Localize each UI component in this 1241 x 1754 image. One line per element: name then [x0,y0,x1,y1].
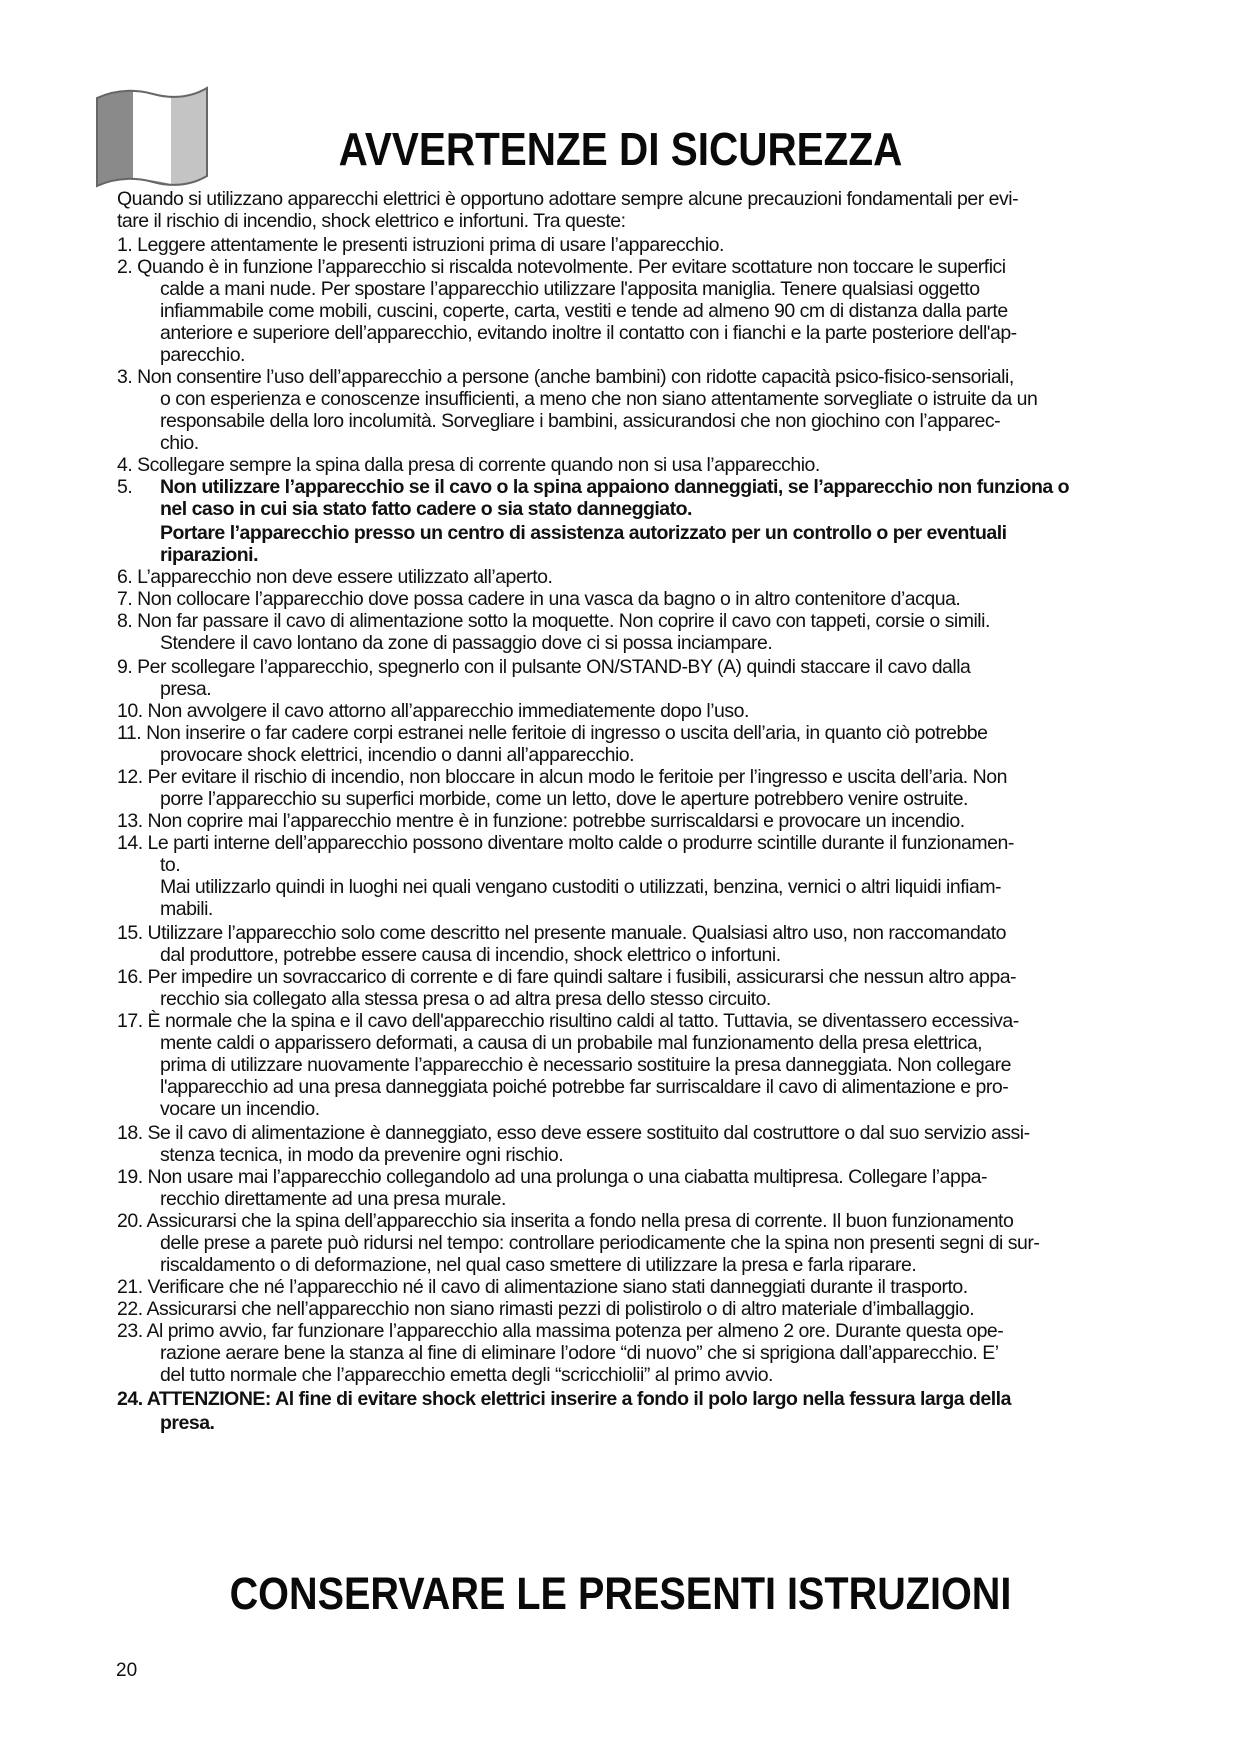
item-14-line: to. [160,854,181,876]
item-10-line: 10. Non avvolgere il cavo attorno all’apparecchio immediatemente dopo l’uso. [117,700,749,722]
item-16-line: recchio sia collegato alla stessa presa o ad altra presa dello stesso circuito. [160,988,771,1010]
item-6-line: 6. L’apparecchio non deve essere utilizzato all’aperto. [117,566,553,588]
item-19-line: recchio direttamente ad una presa murale. [160,1188,506,1210]
item-2-line: 2. Quando è in funzione l’apparecchio si riscalda notevolmente. Per evitare scottature non toccare le superfici [117,256,1006,278]
item-15-line: 15. Utilizzare l’apparecchio solo come descritto nel presente manuale. Qualsiasi altro uso, non raccomandato [117,922,1006,944]
item-15-line: dal produttore, potrebbe essere causa di incendio, shock elettrico o infortuni. [160,944,781,966]
item-13-line: 13. Non coprire mai l’apparecchio mentre è in funzione: potrebbe surriscaldarsi e provocare un incendio. [117,810,965,832]
item-14-line: 14. Le parti interne dell’apparecchio possono diventare molto calde o produrre scintille durante il funzionamen- [117,832,1014,854]
item-23-line: 23. Al primo avvio, far funzionare l’apparecchio alla massima potenza per almeno 2 ore. Durante questa ope- [117,1320,1004,1342]
item-5-line: Portare l’apparecchio presso un centro di assistenza autorizzato per un controllo o per eventuali [160,522,1007,544]
item-23-line: razione aerare bene la stanza al fine di eliminare l’odore “di nuovo” che si sprigiona dall’apparecchio. E’ [160,1342,999,1364]
item-5-line: nel caso in cui sia stato fatto cadere o sia stato danneggiato. [160,498,692,520]
item-3-line: 3. Non consentire l’uso dell’apparecchio a persone (anche bambini) con ridotte capacità psico-fisico-sensoriali, [117,366,1014,388]
item-20-line: riscaldamento o di deformazione, nel qual caso smettere di utilizzare la presa e farla riparare. [160,1254,917,1276]
item-11-line: provocare shock elettrici, incendio o danni all’apparecchio. [160,744,635,766]
item-17-line: 17. È normale che la spina e il cavo dell'apparecchio risultino caldi al tatto. Tuttavia, se diventassero eccessiva- [117,1010,1019,1032]
item-14-line: mabili. [160,898,213,920]
item-9-line: 9. Per scollegare l’apparecchio, spegnerlo con il pulsante ON/STAND-BY (A) quindi staccare il cavo dalla [117,656,971,678]
item-20-line: 20. Assicurarsi che la spina dell’apparecchio sia inserita a fondo nella presa di corrente. Il buon funzionamento [117,1210,1014,1232]
item-22-line: 22. Assicurarsi che nell’apparecchio non siano rimasti pezzi di polistirolo o di altro materiale d’imballaggio. [117,1298,975,1320]
item-24-line: 24. ATTENZIONE: Al fine di evitare shock elettrici inserire a fondo il polo largo nella fessura larga della [117,1388,1011,1410]
item-9-line: presa. [160,678,212,700]
item-21-line: 21. Verificare che né l’apparecchio né il cavo di alimentazione siano stati danneggiati durante il trasporto. [117,1276,968,1298]
item-11-line: 11. Non inserire o far cadere corpi estranei nelle feritoie di ingresso o uscita dell’aria, in quanto ciò potrebbe [117,722,988,744]
item-17-line: vocare un incendio. [160,1098,320,1120]
item-5-line: riparazioni. [160,544,259,566]
item-8-line: Stendere il cavo lontano da zone di passaggio dove ci si possa inciampare. [160,632,773,654]
item-2-line: infiammabile come mobili, cuscini, coperte, carta, vestiti e tende ad almeno 90 cm di distanza dalla parte [160,300,1008,322]
item-16-line: 16. Per impedire un sovraccarico di corrente e di fare quindi saltare i fusibili, assicurarsi che nessun altro appa- [117,966,1017,988]
item-14-line: Mai utilizzarlo quindi in luoghi nei quali vengano custoditi o utilizzati, benzina, vernici o altri liquidi infiam- [160,876,1002,898]
item-12-line: porre l’apparecchio su superfici morbide, come un letto, dove le aperture potrebbero venire ostruite. [160,788,968,810]
item-24-line: presa. [160,1412,215,1434]
page-number: 20 [116,1660,138,1681]
item-2-line: anteriore e superiore dell’apparecchio, evitando inoltre il contatto con i fianchi e la parte posteriore dell'ap- [160,322,1017,344]
item-5-number: 5. [117,476,133,498]
item-23-line: del tutto normale che l’apparecchio emetta degli “scricchiolii” al primo avvio. [160,1364,773,1386]
item-17-line: mente caldi o apparissero deformati, a causa di un probabile mal funzionamento della presa elettrica, [160,1032,983,1054]
item-3-line: chio. [160,432,199,454]
item-4-line: 4. Scollegare sempre la spina dalla presa di corrente quando non si usa l’apparecchio. [117,454,820,476]
item-18-line: stenza tecnica, in modo da prevenire ogni rischio. [160,1144,564,1166]
intro-line: Quando si utilizzano apparecchi elettrici è opportuno adottare sempre alcune precauzioni fondamentali per evi- [117,188,1019,210]
item-2-line: calde a mani nude. Per spostare l’apparecchio utilizzare l'apposita maniglia. Tenere qualsiasi oggetto [160,278,980,300]
item-7-line: 7. Non collocare l’apparecchio dove possa cadere in una vasca da bagno o in altro contenitore d’acqua. [117,588,961,610]
item-3-line: o con esperienza e conoscenze insufficienti, a meno che non siano attentamente sorvegliate o istruite da un [160,388,1038,410]
intro-line: tare il rischio di incendio, shock elettrico e infortuni. Tra queste: [117,210,626,232]
item-8-line: 8. Non far passare il cavo di alimentazione sotto la moquette. Non coprire il cavo con tappeti, corsie o simili. [117,610,990,632]
item-17-line: prima di utilizzare nuovamente l’apparecchio è necessario sostituire la presa danneggiata. Non collegare [160,1054,1011,1076]
page-title: AVVERTENZE DI SICUREZZA [338,123,903,175]
item-1-line: 1. Leggere attentamente le presenti istruzioni prima di usare l’apparecchio. [117,234,724,256]
item-20-line: delle prese a parete può ridursi nel tempo: controllare periodicamente che la spina non presenti segni di sur- [160,1232,1040,1254]
item-2-line: parecchio. [160,344,245,366]
footer-title: CONSERVARE LE PRESENTI ISTRUZIONI [229,1568,1012,1619]
item-19-line: 19. Non usare mai l’apparecchio collegandolo ad una prolunga o una ciabatta multipresa. Collegare l’appa- [117,1166,988,1188]
item-17-line: l'apparecchio ad una presa danneggiata poiché potrebbe far surriscaldare il cavo di alimentazione e pro- [160,1076,1009,1098]
item-3-line: responsabile della loro incolumità. Sorvegliare i bambini, assicurandosi che non giochino con l’apparec- [160,410,1001,432]
item-18-line: 18. Se il cavo di alimentazione è danneggiato, esso deve essere sostituito dal costruttore o dal suo servizio assi- [117,1122,1030,1144]
item-5-line: Non utilizzare l’apparecchio se il cavo o la spina appaiono danneggiati, se l’apparecchio non funziona o [160,476,1070,498]
item-12-line: 12. Per evitare il rischio di incendio, non bloccare in alcun modo le feritoie per l’ingresso e uscita dell’aria. Non [117,766,1007,788]
